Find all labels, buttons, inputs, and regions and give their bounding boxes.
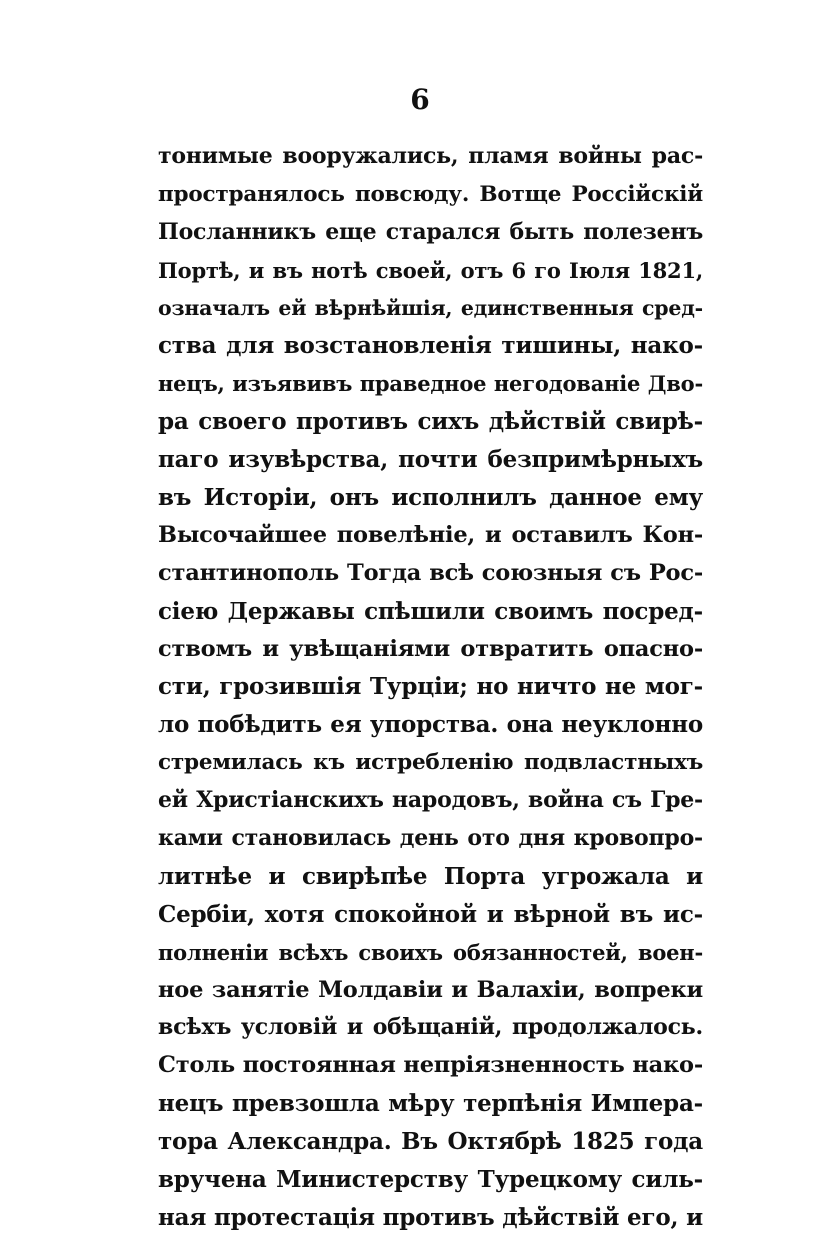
text-line: вручена Министерству Турецкому силь-: [158, 1166, 703, 1194]
text-line: ное занятіе Молдавіи и Валахіи, вопреки: [158, 976, 703, 1003]
text-line: тора Александра. Въ Октябрѣ 1825 года: [158, 1128, 703, 1156]
text-line: ра своего противъ сихъ дѣйствій свирѣ-: [158, 408, 703, 436]
text-line: Посланникъ еще старался быть полезенъ: [158, 218, 703, 245]
text-line: означалъ ей вѣрнѣйшія, единственныя сред-: [158, 295, 703, 320]
text-line: стантинополь Тогда всѣ союзныя съ Рос-: [158, 559, 703, 586]
text-line: ства для возстановленія тишины, нако-: [158, 332, 703, 360]
text-line: паго изувѣрства, почти безпримѣрныхъ: [158, 446, 703, 474]
text-line: въ Исторіи, онъ исполнилъ данное ему: [158, 484, 703, 512]
text-line: ствомъ и увѣщаніями отвратить опасно-: [158, 635, 703, 662]
text-line: нецъ, изъявивъ праведное негодованіе Дво-: [158, 371, 703, 397]
text-line: сти, грозившія Турціи; но ничто не мог-: [158, 673, 703, 701]
body-text: [158, 138, 703, 1237]
text-line: ками становилась день ото дня кровопро-: [158, 825, 703, 852]
text-line: пространялось повсюду. Вотще Россійскій: [158, 181, 703, 207]
page-number: 6: [410, 83, 430, 116]
text-line: Столь постоянная непріязненность нако-: [158, 1052, 703, 1079]
text-line: всѣхъ условій и обѣщаній, продолжалось.: [158, 1014, 703, 1041]
text-line: стремилась къ истребленію подвластныхъ: [158, 750, 703, 776]
text-line: ло побѣдить ея упорства. она неуклонно: [158, 711, 703, 739]
text-line: нецъ превзошла мѣру терпѣнія Импера-: [158, 1090, 703, 1118]
text-line: сіею Державы спѣшили своимъ посред-: [158, 597, 703, 625]
text-line: тонимые вооружались, пламя войны рас-: [158, 143, 703, 169]
text-line: ная протестація противъ дѣйствій его, и: [158, 1203, 703, 1231]
text-line: Сербіи, хотя спокойной и вѣрной въ ис-: [158, 900, 703, 928]
text-line: ей Христіанскихъ народовъ, война съ Гре-: [158, 787, 703, 814]
text-line: полненіи всѣхъ своихъ обязанностей, воен-: [158, 939, 703, 965]
text-line: Портѣ, и въ нотѣ своей, отъ 6 го Іюля 1821,: [158, 257, 703, 283]
text-line: литнѣе и свирѣпѣе Порта угрожала и: [158, 862, 703, 890]
text-line: Высочайшее повелѣніе, и оставилъ Кон-: [158, 521, 703, 548]
